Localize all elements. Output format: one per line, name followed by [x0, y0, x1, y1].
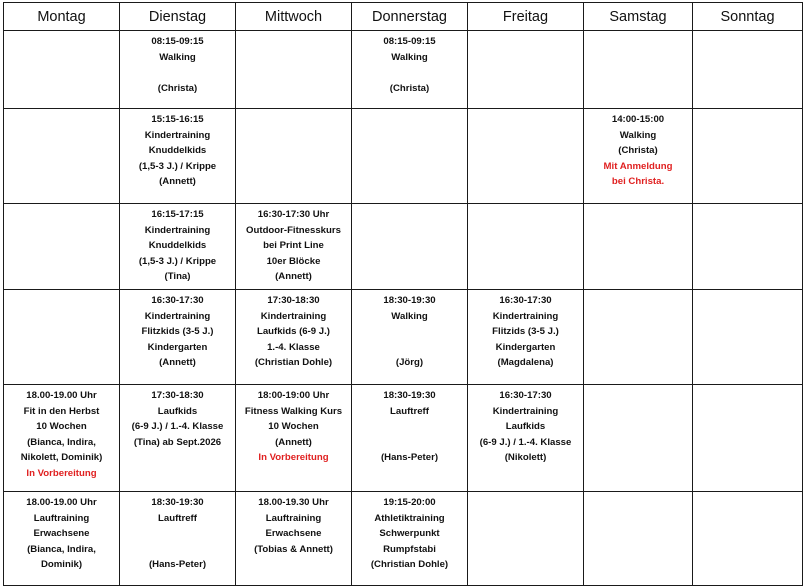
class-entry [468, 290, 583, 371]
class-entry-line: (Magdalena) [497, 357, 554, 369]
class-entry-line: Lauftreff [390, 405, 429, 417]
class-entry [693, 31, 802, 34]
class-entry-line: Flitzids (3-5 J.) [492, 326, 559, 338]
class-entry-line: Lauftraining [265, 512, 322, 524]
day-header-dienstag: Dienstag [120, 3, 236, 31]
class-entry [236, 109, 351, 112]
slot-samstag [584, 492, 693, 586]
class-note: bei Christa. [611, 176, 665, 188]
class-entry-line: (Hans-Peter) [380, 452, 439, 464]
class-entry-line: Schwerpunkt [379, 528, 440, 540]
class-entry-line: Nikolett, Dominik) [20, 452, 103, 464]
class-entry-line: (Christian Dohle) [370, 559, 449, 571]
slot-dienstag [120, 385, 236, 492]
slot-freitag [468, 109, 584, 204]
class-entry-line: 16:30-17:30 [499, 295, 552, 306]
class-entry-line: Kindertraining [144, 129, 211, 141]
class-entry [468, 492, 583, 495]
class-entry-line: (6-9 J.) / 1.-4. Klasse [131, 421, 224, 433]
class-entry-line: Lauftreff [158, 512, 197, 524]
class-entry [236, 385, 351, 466]
class-entry-line: 14:00-15:00 [611, 114, 665, 125]
slot-donnerstag [352, 204, 468, 290]
class-entry-line: 16:30-17:30 [499, 390, 552, 401]
class-entry-line: Kindergarten [495, 341, 556, 353]
class-entry-line: Kindertraining [260, 310, 327, 322]
class-entry [236, 492, 351, 557]
class-entry [4, 385, 119, 482]
class-entry-line: (Tina) [164, 271, 191, 283]
class-entry-line: Rumpfstabi [383, 543, 436, 555]
slot-montag [4, 109, 120, 204]
slot-montag [4, 290, 120, 385]
schedule-row [4, 492, 803, 586]
day-header-samstag: Samstag [584, 3, 693, 31]
schedule-row [4, 385, 803, 492]
slot-sonntag [693, 31, 803, 109]
class-entry [584, 290, 692, 293]
class-entry [4, 492, 119, 573]
class-entry-line: Laufkids [505, 421, 546, 433]
slot-montag [4, 204, 120, 290]
class-entry-line: 18:00-19:00 Uhr [257, 390, 330, 401]
class-entry-line: (Jörg) [395, 357, 424, 369]
class-entry [584, 109, 692, 190]
class-entry-line: Walking [619, 129, 657, 141]
slot-sonntag [693, 290, 803, 385]
class-entry-line: Erwachsene [265, 528, 322, 540]
class-entry [693, 109, 802, 112]
slot-freitag [468, 492, 584, 586]
slot-sonntag [693, 204, 803, 290]
class-entry [120, 31, 235, 96]
class-entry-line: (Christa) [618, 145, 658, 157]
class-entry-line: Flitzkids (3-5 J.) [141, 326, 214, 338]
class-entry-line: Kindertraining [144, 310, 211, 322]
class-entry [120, 385, 235, 450]
class-entry-line: (Christa) [389, 82, 430, 94]
class-entry [352, 204, 467, 207]
slot-sonntag [693, 492, 803, 586]
slot-dienstag [120, 290, 236, 385]
slot-sonntag [693, 109, 803, 204]
schedule-row [4, 290, 803, 385]
class-entry-line: 19:15-20:00 [383, 497, 436, 508]
class-entry-line: (Christa) [157, 82, 198, 94]
class-entry-line: Outdoor-Fitnesskurs [246, 224, 341, 236]
slot-freitag [468, 385, 584, 492]
class-entry-line: Fitness Walking Kurs [244, 405, 343, 417]
class-entry-line: bei Print Line [263, 240, 324, 252]
slot-samstag [584, 109, 693, 204]
class-entry [468, 385, 583, 466]
class-entry-line: 16:30-17:30 [151, 295, 204, 306]
class-entry-line: Kindertraining [492, 405, 559, 417]
class-entry-line: Knuddelkids [148, 240, 207, 252]
class-entry-line: (Tina) ab Sept.2026 [133, 436, 222, 448]
class-entry [693, 290, 802, 293]
class-entry-line: Erwachsene [33, 528, 90, 540]
class-entry-line [352, 340, 467, 356]
class-entry-line: (Bianca, Indira, [27, 543, 96, 555]
class-entry-line: 18:30-19:30 [151, 497, 204, 508]
slot-samstag [584, 290, 693, 385]
class-entry-line: Dominik) [40, 559, 83, 571]
class-entry-line: (Annett) [275, 271, 312, 283]
slot-dienstag [120, 109, 236, 204]
class-entry-line: (Nikolett) [504, 452, 547, 464]
day-header-sonntag: Sonntag [693, 3, 803, 31]
class-entry-line: (Tobias & Annett) [254, 543, 333, 555]
class-entry [468, 31, 583, 34]
class-entry-line: 10 Wochen [36, 421, 87, 433]
slot-dienstag [120, 492, 236, 586]
class-entry-line: (6-9 J.) / 1.-4. Klasse [479, 436, 572, 448]
class-entry-line: (Annett) [159, 176, 196, 188]
class-entry-line [352, 65, 467, 81]
slot-donnerstag [352, 492, 468, 586]
day-header-row [4, 3, 803, 31]
weekly-schedule-table [3, 2, 803, 586]
class-entry [352, 109, 467, 112]
class-entry-line: 10 Wochen [268, 421, 319, 433]
class-entry-line: Walking [159, 51, 196, 63]
slot-dienstag [120, 31, 236, 109]
class-entry-line: 18:30-19:30 [383, 295, 436, 306]
day-header-freitag: Freitag [468, 3, 584, 31]
slot-samstag [584, 31, 693, 109]
class-entry-line: Laufkids (6-9 J.) [256, 326, 331, 338]
slot-donnerstag [352, 290, 468, 385]
slot-mittwoch [236, 385, 352, 492]
class-entry-line: (Annett) [159, 357, 196, 369]
slot-donnerstag [352, 31, 468, 109]
slot-freitag [468, 204, 584, 290]
class-entry-line: 17:30-18:30 [151, 390, 204, 401]
slot-montag [4, 492, 120, 586]
class-entry [468, 204, 583, 207]
class-entry [584, 31, 692, 34]
class-entry-line: Kindertraining [144, 224, 211, 236]
class-entry-line [120, 65, 235, 81]
class-entry-line: Walking [391, 51, 428, 63]
class-entry-line [352, 324, 467, 340]
class-entry [584, 385, 692, 388]
slot-mittwoch [236, 492, 352, 586]
class-entry [236, 31, 351, 34]
class-entry-line: 18.00-19.00 Uhr [26, 497, 97, 508]
slot-freitag [468, 31, 584, 109]
class-entry-line [120, 542, 235, 558]
class-entry-line: 17:30-18:30 [267, 295, 320, 306]
class-entry-line: (Annett) [275, 436, 312, 448]
class-note: In Vorbereitung [26, 467, 97, 479]
class-entry-line: 18:30-19:30 [383, 390, 436, 401]
class-entry [352, 290, 467, 371]
class-entry-line: Fit in den Herbst [23, 405, 100, 417]
class-entry-line [120, 526, 235, 542]
slot-sonntag [693, 385, 803, 492]
class-entry-line: (Hans-Peter) [148, 559, 207, 571]
class-entry-line: Knuddelkids [148, 145, 207, 157]
slot-samstag [584, 385, 693, 492]
class-entry-line: 10er Blöcke [266, 255, 321, 267]
slot-freitag [468, 290, 584, 385]
class-entry-line: Walking [391, 310, 428, 322]
class-entry-line: Laufkids [157, 405, 198, 417]
class-entry-line: 1.-4. Klasse [267, 341, 320, 353]
class-entry [120, 109, 235, 190]
slot-mittwoch [236, 109, 352, 204]
class-entry [352, 31, 467, 96]
schedule-row [4, 204, 803, 290]
class-entry [693, 385, 802, 388]
class-entry [4, 204, 119, 207]
class-entry-line: 08:15-09:15 [383, 36, 436, 47]
class-entry [693, 492, 802, 495]
class-entry-line: Kindertraining [492, 310, 559, 322]
class-entry [4, 290, 119, 293]
class-entry-line: Kindergarten [147, 341, 208, 353]
schedule-row [4, 109, 803, 204]
class-entry-line: Lauftraining [33, 512, 90, 524]
class-entry [584, 204, 692, 207]
class-entry-line: 18.00-19.30 Uhr [258, 497, 329, 508]
class-entry [4, 31, 119, 34]
slot-montag [4, 31, 120, 109]
class-note: Mit Anmeldung [603, 160, 673, 172]
slot-donnerstag [352, 385, 468, 492]
schedule-row [4, 31, 803, 109]
day-header-mittwoch: Mittwoch [236, 3, 352, 31]
class-entry [120, 204, 235, 285]
class-entry [120, 492, 235, 573]
class-entry [120, 290, 235, 371]
class-entry [352, 385, 467, 466]
class-entry-line: 15:15-16:15 [151, 114, 204, 125]
class-entry [352, 492, 467, 573]
class-entry-line: 18.00-19.00 Uhr [26, 390, 97, 401]
slot-mittwoch [236, 31, 352, 109]
day-header-donnerstag: Donnerstag [352, 3, 468, 31]
slot-samstag [584, 204, 693, 290]
class-entry [4, 109, 119, 112]
class-entry [468, 109, 583, 112]
class-entry [584, 492, 692, 495]
class-entry-line: (1,5-3 J.) / Krippe [138, 160, 217, 172]
day-header-montag: Montag [4, 3, 120, 31]
class-entry [693, 204, 802, 207]
slot-mittwoch [236, 204, 352, 290]
class-entry-line: 16:30-17:30 Uhr [257, 209, 330, 220]
class-entry-line: (Bianca, Indira, [27, 436, 96, 448]
class-entry [236, 204, 351, 285]
class-entry-line [352, 419, 467, 435]
slot-mittwoch [236, 290, 352, 385]
class-note: In Vorbereitung [258, 452, 329, 464]
class-entry-line: (Christian Dohle) [254, 357, 333, 369]
class-entry-line: Athletiktraining [374, 512, 445, 524]
class-entry-line: (1,5-3 J.) / Krippe [138, 255, 217, 267]
class-entry-line: 08:15-09:15 [151, 36, 204, 47]
slot-montag [4, 385, 120, 492]
slot-dienstag [120, 204, 236, 290]
class-entry [236, 290, 351, 371]
class-entry-line [352, 435, 467, 451]
slot-donnerstag [352, 109, 468, 204]
class-entry-line: 16:15-17:15 [151, 209, 204, 220]
